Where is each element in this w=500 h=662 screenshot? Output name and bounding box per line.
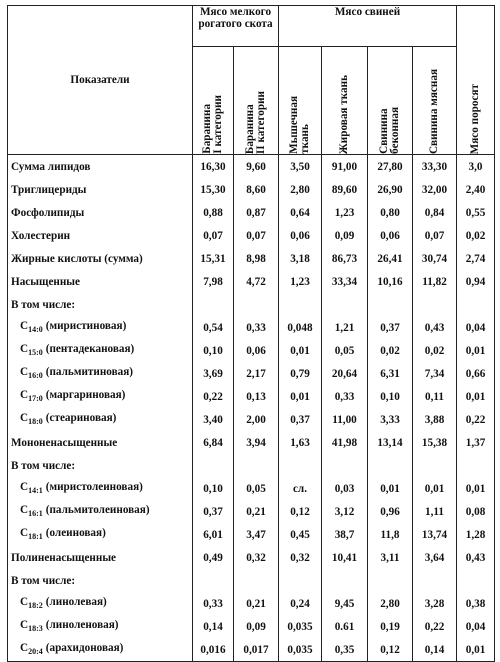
column-header-label: Мясо поросят bbox=[469, 83, 482, 154]
value-cell: 2,40 bbox=[457, 178, 495, 201]
value-cell: 2,17 bbox=[234, 362, 279, 385]
table-row bbox=[8, 155, 495, 179]
value-cell: 8,98 bbox=[234, 247, 279, 270]
value-cell: 0,37 bbox=[279, 408, 322, 431]
row-label bbox=[8, 362, 193, 385]
table-row bbox=[8, 500, 495, 523]
value-cell: 0,84 bbox=[413, 201, 457, 224]
acid-name: (маргариновая) bbox=[45, 389, 126, 402]
value-cell: 0,24 bbox=[279, 592, 322, 615]
value-cell: 0,06 bbox=[368, 224, 413, 247]
value-cell bbox=[368, 293, 413, 316]
value-cell: 1,23 bbox=[322, 201, 368, 224]
row-label: В том числе: bbox=[8, 293, 193, 316]
value-cell: 0,22 bbox=[413, 615, 457, 638]
value-cell: 0,01 bbox=[279, 339, 322, 362]
value-cell: 0,64 bbox=[279, 201, 322, 224]
row-label bbox=[8, 339, 193, 362]
table-row bbox=[8, 201, 495, 224]
value-cell: 13,74 bbox=[413, 523, 457, 546]
value-cell: 0,45 bbox=[279, 523, 322, 546]
row-label: Насыщенные bbox=[8, 270, 193, 293]
value-cell: 15,38 bbox=[413, 431, 457, 454]
row-label: В том числе: bbox=[8, 569, 193, 592]
value-cell: 0,035 bbox=[279, 638, 322, 662]
value-cell: 0,09 bbox=[322, 224, 368, 247]
value-cell: 3,88 bbox=[413, 408, 457, 431]
value-cell: 15,31 bbox=[193, 247, 234, 270]
table-row bbox=[8, 638, 495, 662]
value-cell: 3,47 bbox=[234, 523, 279, 546]
table-row bbox=[8, 316, 495, 339]
table-header bbox=[8, 6, 495, 155]
table-row bbox=[8, 546, 495, 569]
value-cell: 0,07 bbox=[234, 224, 279, 247]
value-cell bbox=[234, 454, 279, 477]
value-cell: 0,21 bbox=[234, 592, 279, 615]
value-cell: 0,35 bbox=[322, 638, 368, 662]
value-cell: 0,10 bbox=[193, 477, 234, 500]
value-cell: 2,80 bbox=[279, 178, 322, 201]
value-cell: 32,00 bbox=[413, 178, 457, 201]
column-header-bacon bbox=[368, 47, 413, 155]
value-cell: 3,28 bbox=[413, 592, 457, 615]
row-label bbox=[8, 615, 193, 638]
value-cell: 7,34 bbox=[413, 362, 457, 385]
value-cell: 3,40 bbox=[193, 408, 234, 431]
value-cell: 3,69 bbox=[193, 362, 234, 385]
value-cell: 7,98 bbox=[193, 270, 234, 293]
table-row bbox=[8, 477, 495, 500]
acid-name: (пентадекановая) bbox=[45, 343, 135, 356]
value-cell: 0,33 bbox=[234, 316, 279, 339]
value-cell: 9,60 bbox=[234, 155, 279, 179]
acid-name: (миристиновая) bbox=[45, 320, 127, 333]
value-cell: 33,34 bbox=[322, 270, 368, 293]
value-cell: 0,13 bbox=[234, 385, 279, 408]
acid-subscript: 14:0 bbox=[28, 325, 43, 335]
row-label: Фосфолипиды bbox=[8, 201, 193, 224]
value-cell: 3,18 bbox=[279, 247, 322, 270]
value-cell: 11,82 bbox=[413, 270, 457, 293]
table-row bbox=[8, 247, 495, 270]
value-cell: 0,14 bbox=[413, 638, 457, 662]
acid-symbol: C bbox=[20, 481, 29, 494]
acid-name: (стеариновая) bbox=[45, 412, 117, 425]
table-row bbox=[8, 408, 495, 431]
value-cell: 0,11 bbox=[413, 385, 457, 408]
acid-symbol: C bbox=[20, 320, 29, 333]
acid-symbol: C bbox=[20, 527, 29, 540]
value-cell bbox=[413, 454, 457, 477]
value-cell: 2,80 bbox=[368, 592, 413, 615]
indicators-header: Показатели bbox=[8, 6, 193, 155]
row-label: Мононенасыщенные bbox=[8, 431, 193, 454]
value-cell: 10,16 bbox=[368, 270, 413, 293]
acid-symbol: C bbox=[20, 642, 29, 655]
value-cell: 0,06 bbox=[234, 339, 279, 362]
value-cell: 0,03 bbox=[322, 477, 368, 500]
acid-subscript: 16:0 bbox=[28, 371, 43, 381]
value-cell: 10,41 bbox=[322, 546, 368, 569]
row-label bbox=[8, 500, 193, 523]
acid-name: (пальмитиновая) bbox=[45, 366, 134, 379]
value-cell bbox=[322, 569, 368, 592]
value-cell bbox=[413, 569, 457, 592]
value-cell bbox=[457, 454, 495, 477]
value-cell: 9,45 bbox=[322, 592, 368, 615]
acid-subscript: 14:1 bbox=[28, 486, 43, 496]
value-cell: 3,12 bbox=[322, 500, 368, 523]
row-label bbox=[8, 523, 193, 546]
row-label bbox=[8, 316, 193, 339]
value-cell: 0.61 bbox=[322, 615, 368, 638]
column-header-meat-pork bbox=[413, 47, 457, 155]
acid-name: (линолевая) bbox=[45, 596, 107, 609]
value-cell: 1,23 bbox=[279, 270, 322, 293]
value-cell bbox=[368, 569, 413, 592]
value-cell: 0,21 bbox=[234, 500, 279, 523]
value-cell: 0,54 bbox=[193, 316, 234, 339]
value-cell: 0,08 bbox=[457, 500, 495, 523]
value-cell: 0,43 bbox=[457, 546, 495, 569]
row-label: Жирные кислоты (сумма) bbox=[8, 247, 193, 270]
acid-symbol: C bbox=[20, 412, 29, 425]
value-cell: 0,96 bbox=[368, 500, 413, 523]
value-cell: 30,74 bbox=[413, 247, 457, 270]
value-cell: 4,72 bbox=[234, 270, 279, 293]
value-cell: 0,07 bbox=[193, 224, 234, 247]
acid-symbol: C bbox=[20, 596, 29, 609]
table-row bbox=[8, 362, 495, 385]
value-cell: 27,80 bbox=[368, 155, 413, 179]
value-cell: 6,31 bbox=[368, 362, 413, 385]
acid-subscript: 15:0 bbox=[28, 348, 43, 358]
value-cell: 0,33 bbox=[322, 385, 368, 408]
value-cell: 3,50 bbox=[279, 155, 322, 179]
value-cell bbox=[193, 293, 234, 316]
value-cell: 26,41 bbox=[368, 247, 413, 270]
value-cell: 38,7 bbox=[322, 523, 368, 546]
value-cell: 0,55 bbox=[457, 201, 495, 224]
value-cell: 0,19 bbox=[368, 615, 413, 638]
table-row bbox=[8, 431, 495, 454]
value-cell: 0,06 bbox=[279, 224, 322, 247]
value-cell: 0,017 bbox=[234, 638, 279, 662]
value-cell: 0,02 bbox=[368, 339, 413, 362]
value-cell: 0,12 bbox=[368, 638, 413, 662]
value-cell bbox=[279, 454, 322, 477]
value-cell: 0,32 bbox=[279, 546, 322, 569]
value-cell bbox=[234, 569, 279, 592]
value-cell: 0,10 bbox=[193, 339, 234, 362]
value-cell: 1,28 bbox=[457, 523, 495, 546]
value-cell: 0,12 bbox=[279, 500, 322, 523]
value-cell: 0,32 bbox=[234, 546, 279, 569]
value-cell: 3,11 bbox=[368, 546, 413, 569]
table-row bbox=[8, 385, 495, 408]
table-row bbox=[8, 339, 495, 362]
row-label: Триглицериды bbox=[8, 178, 193, 201]
row-label bbox=[8, 477, 193, 500]
group-header-pork: Мясо свиней bbox=[279, 6, 457, 47]
row-label: Сумма липидов bbox=[8, 155, 193, 179]
value-cell: 0,33 bbox=[193, 592, 234, 615]
column-header-fat bbox=[322, 47, 368, 155]
value-cell: 20,64 bbox=[322, 362, 368, 385]
table-row bbox=[8, 615, 495, 638]
value-cell: сл. bbox=[279, 477, 322, 500]
row-label bbox=[8, 408, 193, 431]
value-cell bbox=[193, 454, 234, 477]
table-row bbox=[8, 569, 495, 592]
value-cell: 0,01 bbox=[457, 477, 495, 500]
value-cell: 2,00 bbox=[234, 408, 279, 431]
table-body bbox=[8, 155, 495, 662]
value-cell: 2,74 bbox=[457, 247, 495, 270]
value-cell bbox=[234, 293, 279, 316]
acid-symbol: C bbox=[20, 343, 29, 356]
acid-name: (олеиновая) bbox=[45, 527, 106, 540]
value-cell bbox=[322, 454, 368, 477]
value-cell: 13,14 bbox=[368, 431, 413, 454]
value-cell bbox=[413, 293, 457, 316]
lipid-composition-table bbox=[7, 5, 495, 662]
value-cell bbox=[193, 569, 234, 592]
row-label bbox=[8, 592, 193, 615]
acid-subscript: 18:3 bbox=[28, 624, 43, 634]
acid-name: (миристолеиновая) bbox=[45, 481, 143, 494]
table-row bbox=[8, 293, 495, 316]
value-cell: 1,37 bbox=[457, 431, 495, 454]
value-cell: 11,00 bbox=[322, 408, 368, 431]
row-label: Полиненасыщенные bbox=[8, 546, 193, 569]
acid-subscript: 18:0 bbox=[28, 417, 43, 427]
table-row bbox=[8, 178, 495, 201]
value-cell: 3,33 bbox=[368, 408, 413, 431]
value-cell bbox=[368, 454, 413, 477]
value-cell: 0,02 bbox=[413, 339, 457, 362]
row-label: Холестерин bbox=[8, 224, 193, 247]
value-cell: 0,01 bbox=[457, 385, 495, 408]
acid-name: (арахидоновая) bbox=[45, 642, 124, 655]
column-header-label: Жировая ткань bbox=[338, 74, 350, 154]
column-header-lamb-2 bbox=[234, 47, 279, 155]
acid-subscript: 18:1 bbox=[28, 532, 43, 542]
value-cell: 0,01 bbox=[368, 477, 413, 500]
column-header-label: Свинина мясная bbox=[428, 68, 441, 154]
value-cell bbox=[457, 293, 495, 316]
value-cell: 6,84 bbox=[193, 431, 234, 454]
value-cell: 3,94 bbox=[234, 431, 279, 454]
value-cell: 0,04 bbox=[457, 615, 495, 638]
value-cell: 0,94 bbox=[457, 270, 495, 293]
acid-symbol: C bbox=[20, 504, 29, 517]
value-cell: 16,30 bbox=[193, 155, 234, 179]
column-header-muscle bbox=[279, 47, 322, 155]
value-cell: 0,048 bbox=[279, 316, 322, 339]
value-cell: 0,10 bbox=[368, 385, 413, 408]
acid-subscript: 17:0 bbox=[28, 394, 43, 404]
column-header-piglets bbox=[457, 6, 495, 155]
value-cell: 3,64 bbox=[413, 546, 457, 569]
value-cell: 1,21 bbox=[322, 316, 368, 339]
acid-name: (линоленовая) bbox=[45, 619, 119, 632]
acid-symbol: C bbox=[20, 619, 29, 632]
table-row bbox=[8, 454, 495, 477]
value-cell: 0,14 bbox=[193, 615, 234, 638]
value-cell: 0,01 bbox=[457, 339, 495, 362]
value-cell: 0,01 bbox=[457, 638, 495, 662]
value-cell: 0,07 bbox=[413, 224, 457, 247]
value-cell: 0,05 bbox=[322, 339, 368, 362]
acid-name: (пальмитолеиновая) bbox=[45, 504, 150, 517]
value-cell: 0,22 bbox=[457, 408, 495, 431]
value-cell: 86,73 bbox=[322, 247, 368, 270]
value-cell: 0,09 bbox=[234, 615, 279, 638]
value-cell: 33,30 bbox=[413, 155, 457, 179]
value-cell: 0,22 bbox=[193, 385, 234, 408]
value-cell: 0,38 bbox=[457, 592, 495, 615]
value-cell: 0,88 bbox=[193, 201, 234, 224]
value-cell: 0,05 bbox=[234, 477, 279, 500]
acid-symbol: C bbox=[20, 366, 29, 379]
column-header-label: Мышечная ткань bbox=[288, 96, 311, 154]
value-cell: 15,30 bbox=[193, 178, 234, 201]
column-header-label: Баранина I категории bbox=[201, 95, 224, 154]
value-cell: 0,80 bbox=[368, 201, 413, 224]
value-cell: 3,0 bbox=[457, 155, 495, 179]
column-header-label: Баранина II категории bbox=[244, 90, 267, 154]
value-cell: 0,02 bbox=[457, 224, 495, 247]
value-cell: 8,60 bbox=[234, 178, 279, 201]
table-row bbox=[8, 270, 495, 293]
value-cell: 26,90 bbox=[368, 178, 413, 201]
acid-subscript: 18:2 bbox=[28, 601, 43, 611]
lipid-table-container bbox=[7, 5, 494, 657]
acid-subscript: 16:1 bbox=[28, 509, 43, 519]
row-label bbox=[8, 385, 193, 408]
value-cell bbox=[279, 569, 322, 592]
value-cell: 6,01 bbox=[193, 523, 234, 546]
value-cell: 0,035 bbox=[279, 615, 322, 638]
group-header-small-ruminants: Мясо мелкого рогатого скота bbox=[193, 6, 279, 47]
column-header-label: Свинина беконная bbox=[378, 107, 401, 154]
value-cell: 91,00 bbox=[322, 155, 368, 179]
value-cell: 0,43 bbox=[413, 316, 457, 339]
row-label bbox=[8, 638, 193, 662]
acid-subscript: 20:4 bbox=[28, 647, 43, 657]
value-cell: 11,8 bbox=[368, 523, 413, 546]
value-cell: 0,87 bbox=[234, 201, 279, 224]
value-cell: 41,98 bbox=[322, 431, 368, 454]
value-cell: 1,63 bbox=[279, 431, 322, 454]
value-cell: 0,37 bbox=[368, 316, 413, 339]
value-cell bbox=[279, 293, 322, 316]
table-row bbox=[8, 224, 495, 247]
value-cell: 0,01 bbox=[413, 477, 457, 500]
value-cell: 0,01 bbox=[279, 385, 322, 408]
value-cell bbox=[457, 569, 495, 592]
column-header-lamb-1 bbox=[193, 47, 234, 155]
value-cell: 0,49 bbox=[193, 546, 234, 569]
value-cell: 0,66 bbox=[457, 362, 495, 385]
table-row bbox=[8, 592, 495, 615]
value-cell bbox=[322, 293, 368, 316]
value-cell: 0,04 bbox=[457, 316, 495, 339]
row-label: В том числе: bbox=[8, 454, 193, 477]
value-cell: 0,79 bbox=[279, 362, 322, 385]
value-cell: 0,37 bbox=[193, 500, 234, 523]
table-row bbox=[8, 523, 495, 546]
acid-symbol: C bbox=[20, 389, 29, 402]
value-cell: 1,11 bbox=[413, 500, 457, 523]
value-cell: 0,016 bbox=[193, 638, 234, 662]
value-cell: 89,60 bbox=[322, 178, 368, 201]
